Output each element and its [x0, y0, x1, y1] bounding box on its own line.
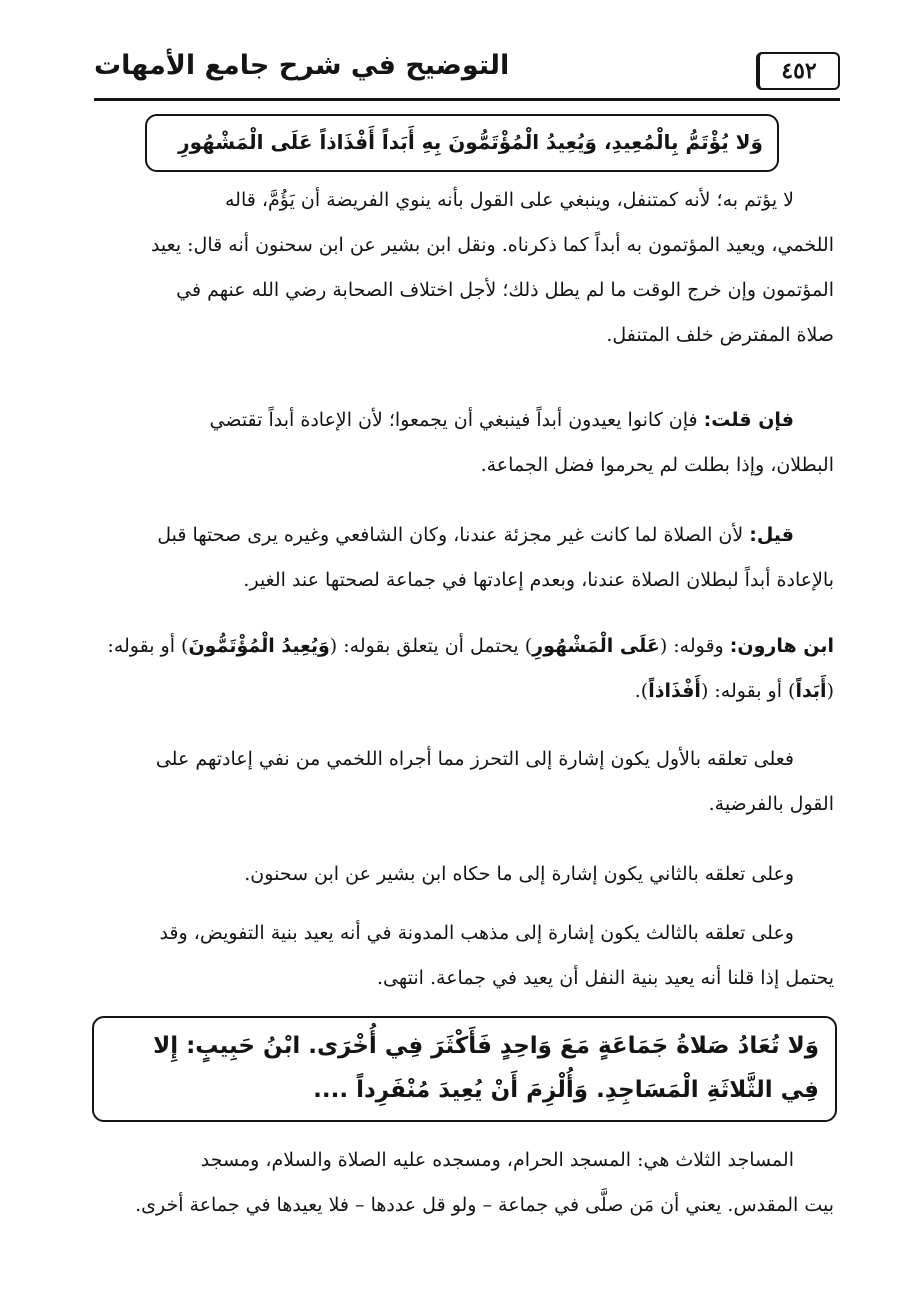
paragraph-line: لأن الصلاة لما كانت غير مجزئة عندنا، وكان الشافعي وغيره يرى صحتها قبل: [157, 524, 744, 546]
matn-line: فِي الثَّلاثَةِ الْمَسَاجِدِ. وَأُلْزِمَ أَنْ يُعِيدَ مُنْفَرِداً ....: [313, 1077, 819, 1103]
paragraph-line: المؤتمون وإن خرج الوقت ما لم يطل ذلك؛ لأجل اختلاف الصحابة رضي الله عنهم في: [176, 279, 834, 301]
quoted-term: عَلَى الْمَشْهُورِ: [532, 635, 660, 657]
paragraph-line: اللخمي، ويعيد المؤتمون به أبداً كما ذكرناه. ونقل ابن بشير عن ابن سحنون أنه قال: يعيد: [150, 234, 834, 256]
text-run: ).: [634, 680, 649, 702]
text-run: ) أو بقوله: (: [700, 680, 796, 702]
text-run: (: [826, 680, 834, 702]
paragraph-line: بيت المقدس. يعني أن مَن صلَّى في جماعة – ولو قل عددها – فلا يعيدها في جماعة أخرى.: [135, 1194, 834, 1216]
paragraph-3: [104, 513, 834, 603]
paragraph-line: وعلى تعلقه بالثاني يكون إشارة إلى ما حكاه ابن بشير عن ابن سحنون.: [244, 863, 794, 885]
paragraph-line: صلاة المفترض خلف المتنفل.: [606, 324, 834, 346]
matn-line: وَلا تُعَادُ صَلاةُ جَمَاعَةٍ مَعَ وَاحِدٍ فَأَكْثَرَ فِي أُخْرَى. ابْنُ حَبِيبٍ: إِلا: [153, 1033, 819, 1059]
paragraph-6: [104, 852, 834, 897]
paragraph-line: القول بالفرضية.: [708, 793, 834, 815]
quoted-term: وَيُعِيدُ الْمُؤْتَمُّونَ: [188, 635, 330, 657]
quoted-term: أَبَداً: [795, 680, 827, 702]
paragraph-line: لا يؤتم به؛ لأنه كمتنفل، وينبغي على القول بأنه ينوي الفريضة أن يَؤُمَّ، قاله: [225, 189, 794, 211]
paragraph-1: [104, 178, 834, 358]
paragraph-line: البطلان، وإذا بطلت لم يحرموا فضل الجماعة.: [480, 454, 834, 476]
paragraph-line: المساجد الثلاث هي: المسجد الحرام، ومسجده عليه الصلاة والسلام، ومسجد: [200, 1149, 794, 1171]
book-title-text: التوضيح في شرح جامع الأمهات: [94, 50, 510, 81]
matn-box-2: [92, 1016, 837, 1122]
paragraph-5: [104, 737, 834, 827]
page-header: [94, 40, 840, 101]
matn-box-1: وَلا يُؤْتَمُّ بِالْمُعِيدِ، وَيُعِيدُ الْمُؤْتَمُّونَ بِهِ أَبَداً أَفْذَاذاً عَلَى الْمَشْهُورِ: [145, 114, 779, 172]
paragraph-4: [104, 624, 834, 714]
paragraph-8: [104, 1138, 834, 1228]
lead-word: فإن قلت:: [703, 409, 794, 431]
lead-word: قيل:: [749, 524, 794, 546]
text-run: ) أو بقوله:: [107, 635, 189, 657]
quoted-term: أَفْذَاذاً: [648, 680, 701, 702]
text-run: وقوله: (: [659, 635, 724, 657]
paragraph-2: [104, 398, 834, 488]
page-number: ٤٥٢: [756, 52, 840, 90]
paragraph-line: وعلى تعلقه بالثالث يكون إشارة إلى مذهب المدونة في أنه يعيد بنية التفويض، وقد: [159, 922, 794, 944]
paragraph-line: فعلى تعلقه بالأول يكون إشارة إلى التحرز مما أجراه اللخمي من نفي إعادتهم على: [155, 748, 794, 770]
paragraph-line: فإن كانوا يعيدون أبداً فينبغي أن يجمعوا؛ لأن الإعادة أبداً تقتضي: [209, 409, 698, 431]
paragraph-7: [104, 911, 834, 1001]
book-title: [94, 46, 694, 86]
paragraph-line: بالإعادة أبداً لبطلان الصلاة عندنا، وبعدم إعادتها في جماعة لصحتها عند الغير.: [243, 569, 834, 591]
paragraph-line: يحتمل إذا قلنا أنه يعيد بنية النفل أن يعيد في جماعة. انتهى.: [377, 967, 834, 989]
lead-word: ابن هارون:: [729, 635, 834, 657]
text-run: ) يحتمل أن يتعلق بقوله: (: [329, 635, 533, 657]
